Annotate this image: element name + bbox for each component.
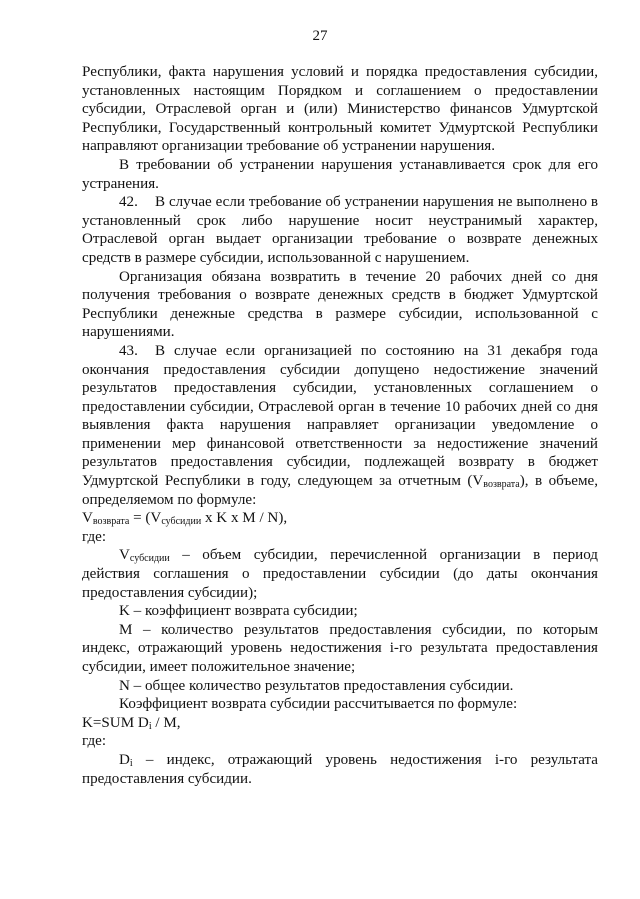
paragraph-42-text: В случае если требование об устранении нарушения не выполнено в установленный срок либо нарушение носит неустранимый характер, Отраслевой орган выдает организации требование о возврате денежных средств в размере субсидии, использованной с нарушением.	[82, 194, 598, 266]
paragraph-42	[82, 193, 598, 267]
definition-n: N – общее количество результатов предоставления субсидии.	[119, 677, 514, 694]
k-formula-intro: Коэффициент возврата субсидии рассчитывается по формуле:	[119, 696, 518, 713]
def-v-text: – объем субсидии, перечисленной организации в период действия соглашения о предоставлении субсидии (до даты окончания предоставления субсидии);	[82, 547, 598, 601]
formula2-lhs: K=SUM D	[82, 714, 149, 731]
def-v-symbol: V	[119, 547, 130, 564]
paragraph-43-text: В случае если организацией по состоянию на 31 декабря года окончания предоставления субсидии допущено недостижение значений результатов предоставления субсидии, установленных соглашением о предоставлении субсидии, Отраслевой орган в течение 10 рабочих дней со дня выявления факта нарушения направляет организации уведомление о применении мер финансовой ответственности за недостижение значений результатов предоставления субсидии, подлежащей возврату в бюджет Удмуртской Республики в году, следующем за отчетным (V	[82, 342, 598, 490]
subscript-vozvrata: возврата	[483, 479, 520, 491]
def-d-text: – индекс, отражающий уровень недостижения i-го результата предоставления субсидии.	[82, 751, 598, 787]
formula1-mid: = (V	[129, 510, 162, 527]
formula1-rhs: x K x M / N),	[201, 510, 288, 527]
clause-number-43: 43.	[119, 342, 138, 359]
definition-k: K – коэффициент возврата субсидии;	[119, 603, 358, 620]
definition-d	[82, 751, 598, 788]
formula-k	[82, 714, 598, 733]
page-number: 27	[312, 28, 328, 44]
where-label-1: где:	[82, 528, 107, 545]
paragraph-43-tail: ), в объеме, определяемом по формуле:	[82, 473, 598, 508]
formula1-lhs-sub: возврата	[92, 516, 130, 528]
def-d-sub: i	[129, 757, 133, 769]
paragraph-deadline: В требовании об устранении нарушения устанавливается срок для его устранения.	[82, 156, 598, 192]
formula1-mid-sub: субсидии	[161, 516, 202, 528]
formula1-lhs: V	[82, 510, 93, 527]
definition-m: M – количество результатов предоставления субсидии, по которым индекс, отражающий уровень недостижения i-го результата предоставления субсидии, имеет положительное значение;	[82, 621, 598, 675]
document-body	[82, 63, 598, 788]
paragraph-return-obligation: Организация обязана возвратить в течение 20 рабочих дней со дня получения требования о возврате денежных средств в бюджет Удмуртской Республики денежные средства в размере субсидии, использованной с нарушениями.	[82, 268, 598, 341]
formula2-sub: i	[148, 720, 152, 732]
paragraph-43	[82, 342, 598, 509]
formula-v-return	[82, 509, 598, 528]
formula2-rhs: / M,	[151, 714, 181, 731]
def-v-sub: субсидии	[129, 553, 170, 565]
clause-number-42: 42.	[119, 194, 138, 211]
def-d-symbol: D	[119, 751, 130, 768]
where-label-2: где:	[82, 733, 107, 750]
paragraph-continuation: Республики, факта нарушения условий и порядка предоставления субсидии, установленных настоящим Порядком и соглашением о предоставлении субсидии, Отраслевой орган и (или) Министерство финансов Удмуртской Республики, Государственный контрольный комитет Удмуртской Республики направляют организации требование об устранении нарушения.	[82, 64, 598, 155]
definition-v-subsidy	[82, 546, 598, 602]
